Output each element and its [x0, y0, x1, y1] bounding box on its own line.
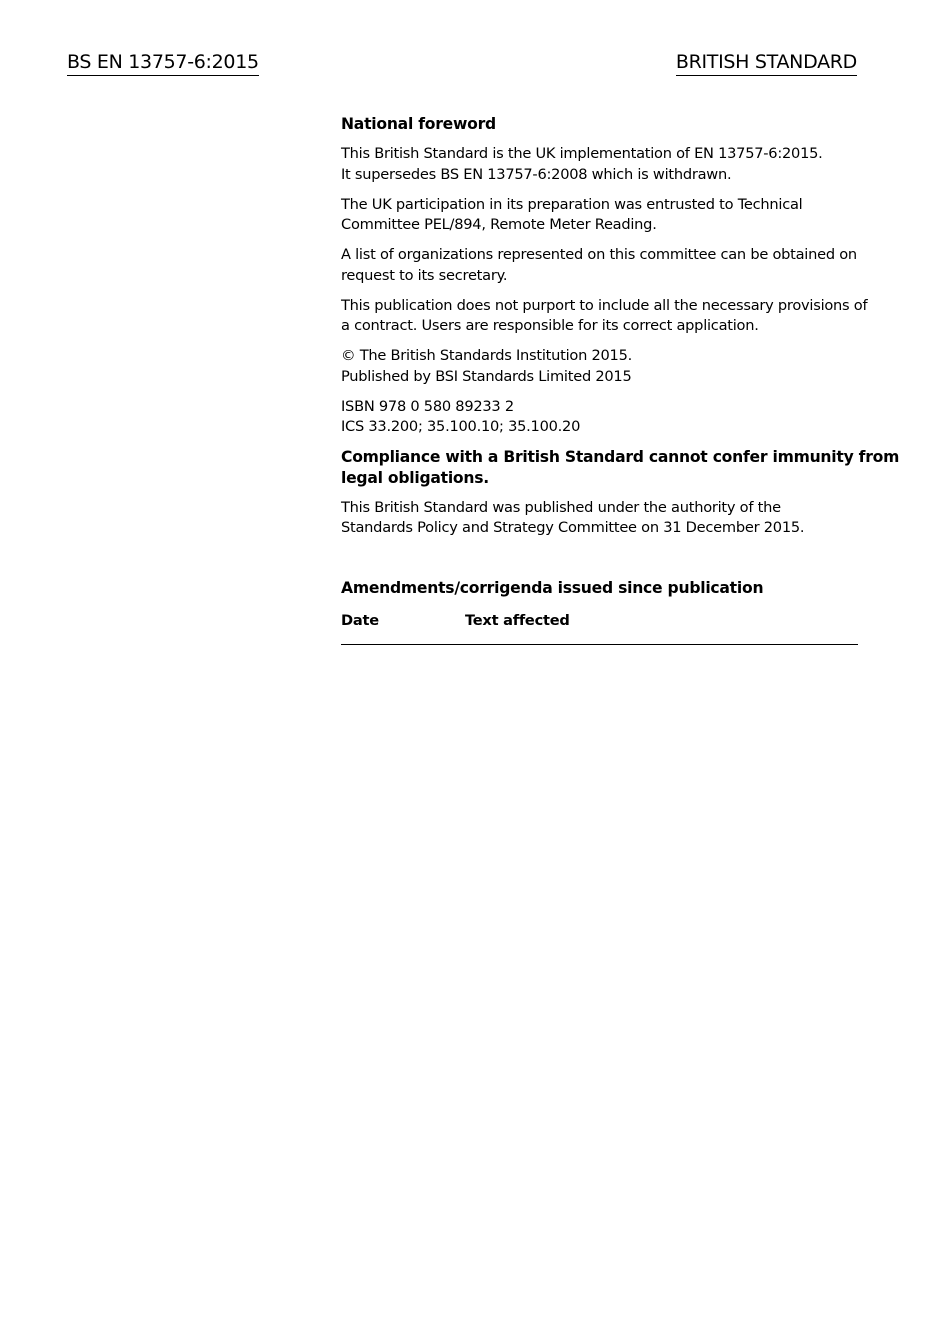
amendments-title: Amendments/corrigenda issued since publication [341, 578, 764, 597]
paragraph-line: legal obligations. [341, 468, 489, 487]
foreword-paragraph-provisions [341, 296, 868, 337]
paragraph-line: ISBN 978 0 580 89233 2 [341, 397, 514, 415]
paragraph-line: This publication does not purport to include all the necessary provisions of [341, 296, 868, 314]
paragraph-line: It supersedes BS EN 13757-6:2008 which is withdrawn. [341, 165, 732, 183]
document-number: BS EN 13757-6:2015 [67, 50, 259, 76]
foreword-paragraph-isbn-ics [341, 397, 858, 438]
foreword-paragraph-authority [341, 498, 858, 539]
paragraph-line: Committee PEL/894, Remote Meter Reading. [341, 216, 657, 233]
amendments-table-header [341, 611, 858, 645]
paragraph-line: This British Standard was published under the authority of the [341, 498, 781, 516]
national-foreword [341, 114, 900, 645]
paragraph-line: ICS 33.200; 35.100.10; 35.100.20 [341, 418, 581, 435]
compliance-notice [341, 447, 900, 488]
foreword-paragraph-copyright [341, 346, 858, 387]
standard-type-label: BRITISH STANDARD [676, 50, 857, 76]
paragraph-line: Compliance with a British Standard cannot confer immunity from [341, 448, 900, 466]
column-header-date: Date [341, 612, 379, 629]
foreword-title: National foreword [341, 115, 496, 133]
paragraph-line: A list of organizations represented on this committee can be obtained on [341, 246, 857, 263]
foreword-paragraph-organizations [341, 245, 858, 286]
paragraph-line: Published by BSI Standards Limited 2015 [341, 367, 632, 385]
paragraph-line: This British Standard is the UK implementation of EN 13757-6:2015. [341, 145, 823, 162]
paragraph-line: Standards Policy and Strategy Committee on 31 December 2015. [341, 519, 805, 536]
foreword-paragraph-committee [341, 195, 858, 236]
column-header-text-affected: Text affected [465, 612, 570, 629]
foreword-paragraph-implementation [341, 144, 858, 185]
paragraph-line: © The British Standards Institution 2015. [341, 347, 633, 364]
paragraph-line: a contract. Users are responsible for its correct application. [341, 317, 759, 334]
paragraph-line: The UK participation in its preparation was entrusted to Technical [341, 195, 803, 213]
paragraph-line: request to its secretary. [341, 266, 508, 284]
